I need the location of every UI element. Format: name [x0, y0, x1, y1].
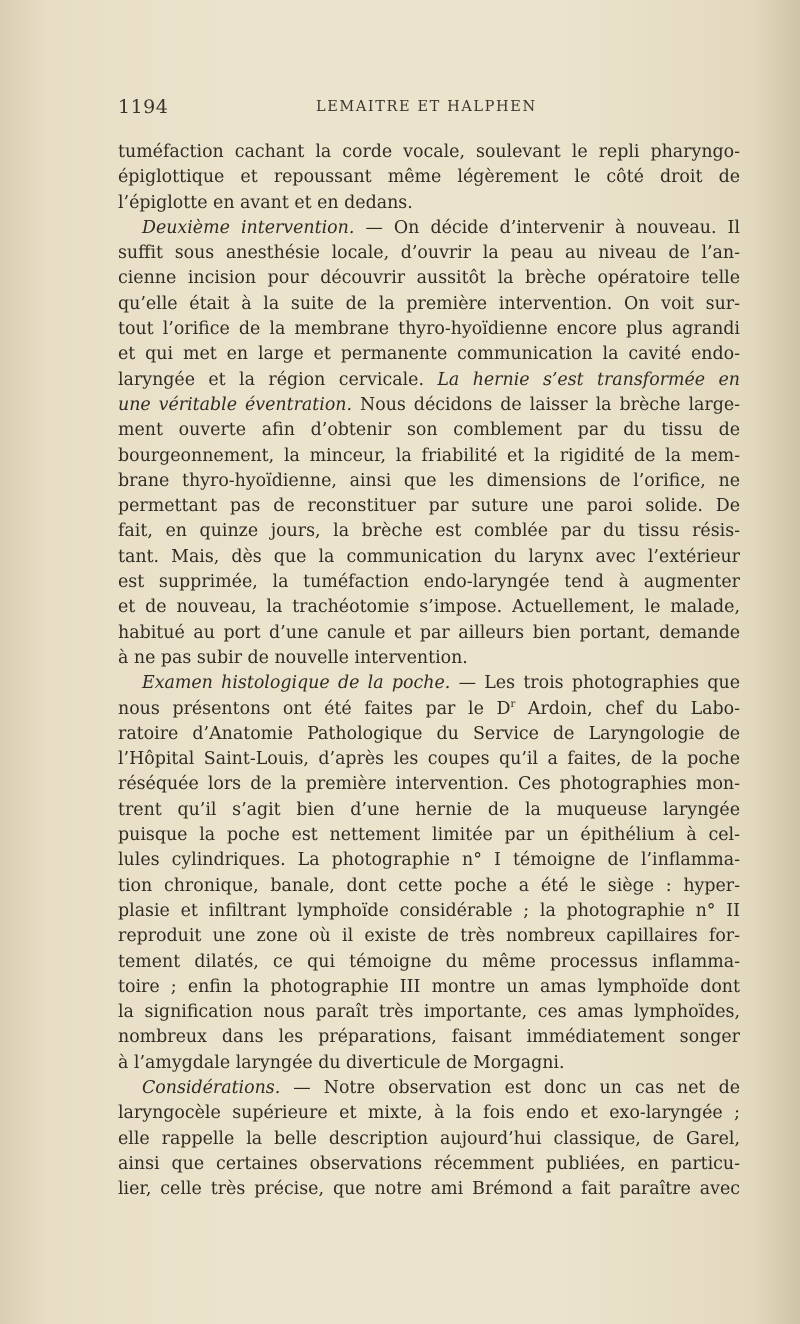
text-line [118, 899, 740, 924]
text-segment: elle rappelle la belle description aujourd’hui classique, de Garel, [118, 1128, 740, 1149]
italic-text: Examen histologique de la poche. [142, 673, 451, 694]
text-segment: Ardoin, chef du Labo- [515, 698, 740, 719]
text-segment: et qui met en large et permanente communication la cavité endo- [118, 344, 740, 365]
italic-text: une véritable éventration. [118, 394, 353, 415]
text-line [118, 494, 740, 519]
text-segment: — Les trois photographies que [450, 673, 740, 694]
text-line [118, 671, 740, 696]
text-line [118, 1177, 740, 1202]
text-line [118, 924, 740, 949]
text-segment: est supprimée, la tuméfaction endo-laryngée tend à augmenter [118, 572, 740, 593]
text-line [118, 1127, 740, 1152]
text-line [118, 848, 740, 873]
text-line [118, 444, 740, 469]
text-line [118, 1051, 740, 1076]
text-line [118, 292, 740, 317]
text-line [118, 469, 740, 494]
text-segment: tuméfaction cachant la corde vocale, soulevant le repli pharyngo- [118, 142, 740, 162]
text-line [118, 823, 740, 848]
text-segment: tant. Mais, dès que la communication du larynx avec l’extérieur [118, 546, 740, 567]
text-line [118, 165, 740, 190]
superscript: r [510, 698, 516, 710]
text-segment: lier, celle très précise, que notre ami Brémond a fait paraître avec [118, 1179, 740, 1200]
text-line [118, 975, 740, 1000]
text-line [118, 140, 740, 165]
text-segment: ainsi que certaines observations récemment publiées, en particu- [118, 1153, 740, 1174]
text-segment: réséquée lors de la première intervention. Ces photographies mon- [118, 774, 740, 795]
text-line [118, 241, 740, 266]
text-line [118, 393, 740, 418]
text-line [118, 646, 740, 671]
text-segment: bourgeonnement, la minceur, la friabilité et la rigidité de la mem- [118, 445, 740, 466]
text-line [118, 545, 740, 570]
text-segment: nombreux dans les préparations, faisant immédiatement songer [118, 1027, 740, 1048]
text-segment: reproduit une zone où il existe de très nombreux capillaires for- [118, 926, 740, 947]
text-segment: l’Hôpital Saint-Louis, d’après les coupes qu’il a faites, de la poche [118, 749, 740, 770]
text-line [118, 772, 740, 797]
text-segment: permettant pas de reconstituer par suture une paroi solide. De [118, 496, 740, 517]
text-line [118, 191, 740, 216]
text-segment: trent qu’il s’agit bien d’une hernie de la muqueuse laryngée [118, 799, 740, 820]
text-segment: et de nouveau, la trachéotomie s’impose. Actuellement, le malade, [118, 597, 740, 618]
text-segment: cienne incision pour découvrir aussitôt la brèche opératoire telle [118, 268, 740, 289]
text-line [118, 722, 740, 747]
text-line [118, 747, 740, 772]
text-segment: brane thyro-hyoïdienne, ainsi que les dimensions de l’orifice, ne [118, 470, 740, 491]
text-line [118, 595, 740, 620]
text-segment: fait, en quinze jours, la brèche est comblée par du tissu résis- [118, 521, 740, 542]
italic-text: La hernie s’est transformée en [437, 369, 740, 390]
text-segment: lules cylindriques. La photographie n° I témoigne de l’inflamma- [118, 850, 740, 871]
text-line [118, 798, 740, 823]
text-segment: épiglottique et repoussant même légèrement le côté droit de [118, 167, 740, 188]
text-line [118, 1000, 740, 1025]
text-segment: laryngocèle supérieure et mixte, à la fois endo et exo-laryngée ; [118, 1103, 740, 1124]
running-title: LEMAITRE ET HALPHEN [316, 99, 537, 115]
text-line [118, 342, 740, 367]
text-segment: laryngée et la région cervicale. [118, 369, 438, 390]
text-segment: la signification nous paraît très importante, ces amas lymphoïdes, [118, 1002, 740, 1023]
text-line [118, 874, 740, 899]
text-line [118, 570, 740, 595]
text-line [118, 519, 740, 544]
text-line [118, 1101, 740, 1126]
text-segment: habitué au port d’une canule et par ailleurs bien portant, demande [118, 622, 740, 643]
italic-text: Considérations. [142, 1077, 281, 1098]
text-line [118, 418, 740, 443]
italic-text: Deuxième intervention. [142, 217, 355, 238]
text-line [118, 216, 740, 241]
text-segment: Nous décidons de laisser la brèche large- [352, 394, 740, 415]
text-line [118, 950, 740, 975]
text-segment: suffit sous anesthésie locale, d’ouvrir la peau au niveau de l’an- [118, 243, 740, 264]
text-line [118, 266, 740, 291]
text-segment: ratoire d’Anatomie Pathologique du Service de Laryngologie de [118, 723, 740, 744]
text-segment: tement dilatés, ce qui témoigne du même processus inflamma- [118, 951, 740, 972]
text-line [118, 621, 740, 646]
text-segment: nous présentons ont été faites par le D [118, 698, 511, 719]
text-line [118, 1152, 740, 1177]
text-line [118, 697, 740, 722]
text-segment: tout l’orifice de la membrane thyro-hyoïdienne encore plus agrandi [118, 319, 740, 340]
text-segment: à ne pas subir de nouvelle intervention. [118, 647, 468, 668]
text-segment: tion chronique, banale, dont cette poche a été le siège : hyper- [118, 875, 740, 896]
text-segment: — On décide d’intervenir à nouveau. Il [354, 217, 740, 238]
text-segment: toire ; enfin la photographie III montre un amas lymphoïde dont [118, 976, 740, 997]
text-segment: l’épiglotte en avant et en dedans. [118, 192, 413, 213]
text-line [118, 1076, 740, 1101]
text-segment: plasie et infiltrant lymphoïde considérable ; la photographie n° II [118, 900, 740, 921]
text-line [118, 1025, 740, 1050]
text-segment: à l’amygdale laryngée du diverticule de Morgagni. [118, 1052, 565, 1073]
text-segment: qu’elle était à la suite de la première intervention. On voit sur- [118, 293, 740, 314]
text-segment: — Notre observation est donc un cas net de [280, 1077, 740, 1098]
page-number: 1194 [118, 96, 169, 118]
page-header [118, 96, 738, 120]
text-segment: ment ouverte afin d’obtenir son comblement par du tissu de [118, 420, 740, 441]
text-line [118, 368, 740, 393]
text-segment: puisque la poche est nettement limitée par un épithélium à cel- [118, 825, 740, 846]
body-text [118, 140, 740, 1202]
text-line [118, 317, 740, 342]
